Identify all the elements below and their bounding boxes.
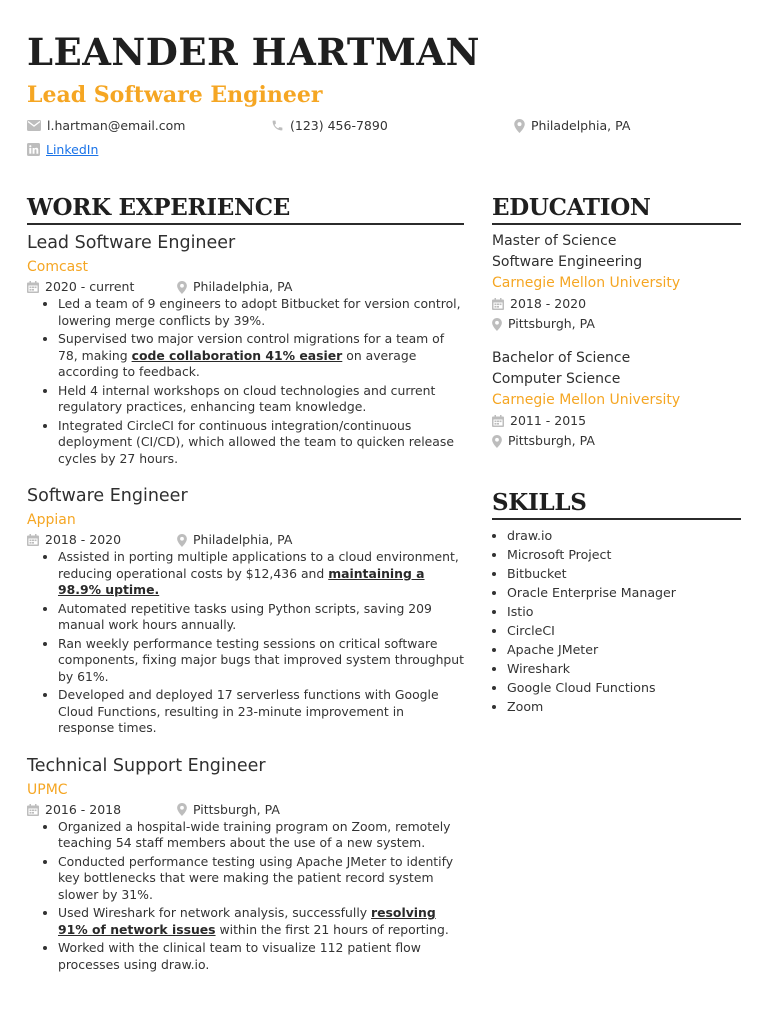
bullet-text: Used Wireshark for network analysis, successfully	[58, 905, 372, 920]
contact-email	[27, 118, 185, 133]
job-meta	[27, 801, 464, 819]
location-pin-icon	[177, 803, 187, 816]
work-experience-heading: WORK EXPERIENCE	[27, 194, 464, 225]
location-pin-icon	[492, 435, 502, 448]
job-bullet	[58, 418, 464, 468]
location-pin-icon	[492, 318, 502, 331]
bullet-text: Supervised two major version control migrations for a team of 78, making	[58, 331, 445, 363]
education-location	[492, 431, 741, 451]
school-name: Carnegie Mellon University	[492, 392, 681, 408]
education-dates	[492, 294, 741, 314]
job-bullet	[58, 601, 464, 634]
education-list	[492, 231, 741, 451]
job-meta	[27, 278, 464, 296]
highlight-text: resolving 91% of network issues	[58, 905, 436, 937]
job-dates	[27, 801, 177, 819]
skill-item: • Bitbucket	[507, 564, 741, 583]
right-column	[492, 194, 741, 716]
job-location-text: Philadelphia, PA	[193, 279, 293, 294]
job-bullet	[58, 687, 464, 737]
job-bullets	[27, 296, 464, 467]
calendar-icon	[27, 281, 39, 293]
bullet-text: Organized a hospital-wide training program on Zoom, remotely teaching 54 staff members about the use of a new system.	[58, 818, 451, 850]
phone-text: (123) 456-7890	[290, 118, 388, 133]
bullet-text: Worked with the clinical team to visualize 112 patient flow processes using draw.io.	[58, 940, 421, 972]
skill-item: • Oracle Enterprise Manager	[507, 583, 741, 602]
skill-item: • CircleCI	[507, 621, 741, 640]
location-pin-icon	[177, 534, 187, 547]
job-bullet	[58, 296, 464, 329]
education-entry	[492, 231, 741, 334]
company-name: Comcast	[27, 259, 89, 275]
job-entry	[27, 483, 464, 737]
company-name: UPMC	[27, 781, 68, 798]
skill-item: • draw.io	[507, 526, 741, 545]
job-bullets	[27, 819, 464, 974]
skill-item: • Apache JMeter	[507, 640, 741, 659]
job-bullet	[58, 819, 464, 852]
job-location-text: Philadelphia, PA	[193, 532, 293, 547]
job-bullet	[58, 854, 464, 904]
calendar-icon	[27, 804, 39, 816]
bullet-text: Led a team of 9 engineers to adopt Bitbucket for version control, lowering merge conflicts by 39%.	[58, 296, 461, 328]
candidate-name: LEANDER HARTMAN	[27, 30, 480, 74]
location-text: Philadelphia, PA	[531, 118, 631, 133]
job-dates-text: 2018 - 2020	[45, 532, 122, 547]
education-location-text: Pittsburgh, PA	[508, 316, 595, 331]
location-pin-icon	[514, 119, 525, 133]
highlight-text: code collaboration 41% easier	[131, 347, 343, 363]
work-experience-section	[27, 194, 464, 975]
job-bullet	[58, 905, 464, 938]
education-dates-text: 2018 - 2020	[510, 296, 587, 311]
education-location-text: Pittsburgh, PA	[508, 433, 595, 448]
job-entry	[27, 753, 464, 974]
calendar-icon	[27, 534, 39, 546]
contact-linkedin	[27, 142, 98, 157]
education-location	[492, 314, 741, 334]
company-name: Appian	[27, 512, 76, 528]
job-dates	[27, 531, 177, 549]
education-dates	[492, 411, 741, 431]
bullet-text: Ran weekly performance testing sessions on critical software components, fixing major bugs that improved system throughput by 61%.	[58, 635, 464, 684]
skill-item: • Google Cloud Functions	[507, 678, 741, 697]
bullet-text: within the first 21 hours of reporting.	[215, 921, 449, 937]
highlight-text: maintaining a 98.9% uptime.	[58, 565, 425, 597]
calendar-icon	[492, 415, 504, 427]
calendar-icon	[492, 298, 504, 310]
linkedin-link[interactable]: LinkedIn	[46, 142, 99, 157]
education-entry	[492, 348, 741, 451]
email-icon	[27, 120, 41, 131]
skill-item: • Microsoft Project	[507, 545, 741, 564]
job-bullet	[58, 383, 464, 416]
bullet-text: on average according to feedback.	[58, 347, 417, 379]
bullet-text: Assisted in porting multiple applications to a cloud environment, reducing operational costs by $12,436 and	[58, 549, 459, 581]
degree: Bachelor of Science	[492, 350, 631, 366]
job-dates-text: 2016 - 2018	[45, 801, 122, 817]
bullet-text: Developed and deployed 17 serverless functions with Google Cloud Functions, resulting in 23-minute improvement in response times.	[58, 687, 439, 735]
contact-phone	[271, 118, 388, 133]
job-entry	[27, 230, 464, 467]
job-bullet	[58, 940, 464, 973]
location-pin-icon	[177, 281, 187, 294]
bullet-text: Held 4 internal workshops on cloud technologies and current regulatory practices, enhancing team knowledge.	[58, 382, 436, 414]
bullet-text: Automated repetitive tasks using Python scripts, saving 209 manual work hours annually.	[58, 600, 432, 632]
jobs-list	[27, 230, 464, 973]
skills-heading: SKILLS	[492, 489, 741, 520]
skill-item: • Istio	[507, 602, 741, 621]
school-name: Carnegie Mellon University	[492, 275, 681, 291]
job-location	[177, 531, 292, 549]
job-bullets	[27, 549, 464, 737]
job-meta	[27, 531, 464, 549]
job-title: Software Engineer	[27, 486, 188, 506]
job-dates-text: 2020 - current	[45, 279, 135, 294]
skill-item: • Wireshark	[507, 659, 741, 678]
degree: Master of Science	[492, 233, 617, 249]
job-location	[177, 801, 280, 819]
job-dates	[27, 278, 177, 296]
job-bullet	[58, 636, 464, 686]
job-title: Lead Software Engineer	[27, 233, 236, 253]
skills-list	[492, 526, 741, 716]
bullet-text: Integrated CircleCI for continuous integration/continuous deployment (CI/CD), which allowed the team to quicken release cycles by 27 hours.	[58, 417, 454, 466]
contact-location	[514, 118, 630, 133]
job-bullet	[58, 549, 464, 599]
email-text: l.hartman@email.com	[47, 118, 186, 133]
job-title: Technical Support Engineer	[27, 755, 266, 776]
job-bullet	[58, 331, 464, 381]
job-location-text: Pittsburgh, PA	[193, 801, 280, 817]
field-of-study: Software Engineering	[492, 254, 643, 270]
phone-icon	[271, 119, 284, 132]
bullet-text: Conducted performance testing using Apache JMeter to identify key bottlenecks that were making the patient record system slower by 31%.	[58, 853, 454, 902]
candidate-headline: Lead Software Engineer	[27, 82, 323, 108]
field-of-study: Computer Science	[492, 371, 621, 387]
skill-item: • Zoom	[507, 697, 741, 716]
job-location	[177, 278, 292, 296]
linkedin-icon	[27, 143, 40, 156]
education-heading: EDUCATION	[492, 194, 741, 225]
education-dates-text: 2011 - 2015	[510, 413, 587, 428]
